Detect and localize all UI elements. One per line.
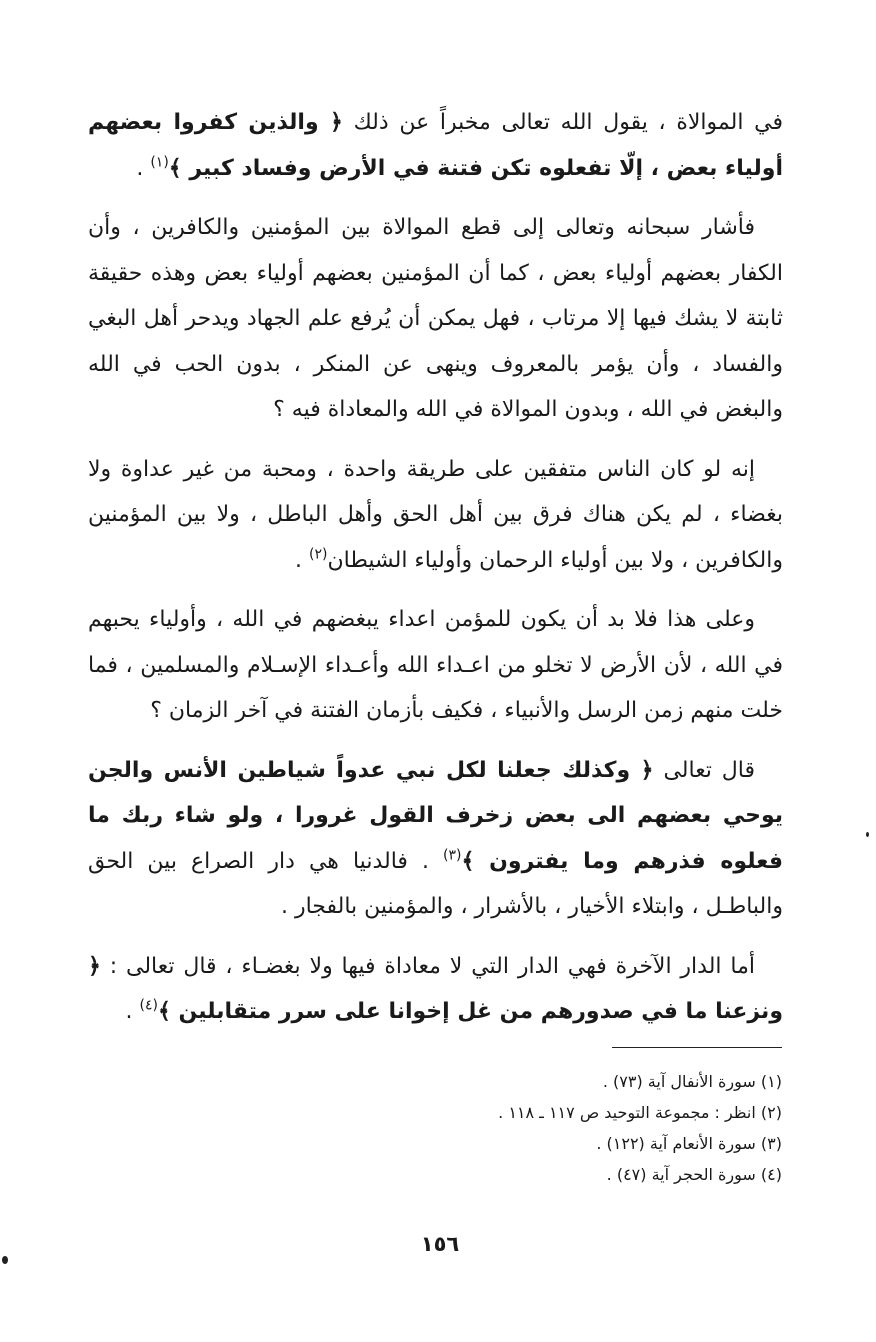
quran-verse-3: ﴿ ونزعنا ما في صدورهم من غل إخوانا على سرر متقابلين ﴾: [88, 953, 783, 1024]
quran-verse-2: ﴿ وكذلك جعلنا لكل نبي عدواً شياطين الأنس والجن يوحي بعضهم الى بعض زخرف القول غرورا ، ولو شاء ربك ما فعلوه فذرهم وما يفترون ﴾: [88, 757, 783, 874]
page-number: ١٥٦: [420, 1232, 460, 1256]
paragraph-3: [88, 447, 783, 584]
paragraph-4-text: وعلى هذا فلا بد أن يكون للمؤمن اعداء يبغضهم في الله ، وأولياء يحبهم في الله ، لأن الأرض لا تخلو من اعـداء الله وأعـداء الإسـلام والمسلمين ، فما خلت منهم زمن الرسل والأنبياء ، فكيف بأزمان الفتنة في آخر الزمان ؟: [88, 607, 783, 723]
footnote-ref-4: (٤): [139, 997, 158, 1014]
paragraph-6-end: .: [125, 999, 140, 1024]
paragraph-4: [88, 597, 783, 734]
footnote-ref-1: (١): [150, 154, 169, 171]
paragraph-1-end: .: [136, 155, 151, 181]
paragraph-5: [88, 748, 783, 930]
paragraph-1: [88, 100, 783, 191]
paragraph-3-end: .: [294, 547, 309, 573]
scan-speck: [2, 1256, 8, 1264]
paragraph-2-text: فأشار سبحانه وتعالى إلى قطع الموالاة بين المؤمنين والكافرين ، وأن الكفار بعضهم أولياء بعض ، كما أن المؤمنين بعضهم أولياء بعض وهذه حقيقة ثابتة لا يشك فيها إلا مرتاب ، فهل يمكن أن يُرفع علم الجهاد ويدحر أهل البغي والفساد ، وأن يؤمر بالمعروف وينهى عن المنكر ، بدون الحب في الله والبغض في الله ، وبدون الموالاة في الله والمعاداة فيه ؟: [88, 215, 783, 422]
footnote-2: (٢) انظر : مجموعة التوحيد ص ١١٧ ـ ١١٨ .: [498, 1103, 782, 1122]
paragraph-3-text: إنه لو كان الناس متفقين على طريقة واحدة ، ومحبة من غير عداوة ولا بغضاء ، لم يكن هناك فرق بين أهل الحق وأهل الباطل ، ولا بين المؤمنين والكافرين ، ولا بين أولياء الرحمان وأولياء الشيطان: [88, 456, 783, 573]
paragraph-6-text: أما الدار الآخرة فهي الدار التي لا معاداة فيها ولا بغضـاء ، قال تعالى :: [100, 953, 755, 979]
paragraph-6: [88, 944, 783, 1035]
paragraph-5-text: قال تعالى: [653, 757, 756, 783]
paragraph-1-text: في الموالاة ، يقول الله تعالى مخبراً عن ذلك: [342, 110, 783, 135]
footnotes: [300, 1066, 782, 1190]
footnote-ref-3: (٣): [443, 847, 462, 864]
footnote-4: (٤) سورة الحجر آية (٤٧) .: [606, 1165, 782, 1184]
paragraph-2: [88, 205, 783, 433]
quran-verse-1: ﴿ والذين كفروا بعضهم أولياء بعض ، إلّا تفعلوه تكن فتنة في الأرض وفساد كبير ﴾: [88, 110, 783, 181]
footnote-3: (٣) سورة الأنعام آية (١٢٢) .: [596, 1134, 782, 1153]
footnote-separator: [612, 1047, 782, 1048]
footnote-ref-2: (٢): [308, 546, 328, 563]
paragraph-5-end: . فالدنيا هي دار الصراع بين الحق والباطـل ، وابتلاء الأخيار ، بالأشرار ، والمؤمنين بالفجار .: [88, 848, 783, 919]
body-text: [88, 100, 783, 1049]
scan-speck-small: [866, 832, 869, 837]
footnote-1: (١) سورة الأنفال آية (٧٣) .: [602, 1072, 782, 1091]
